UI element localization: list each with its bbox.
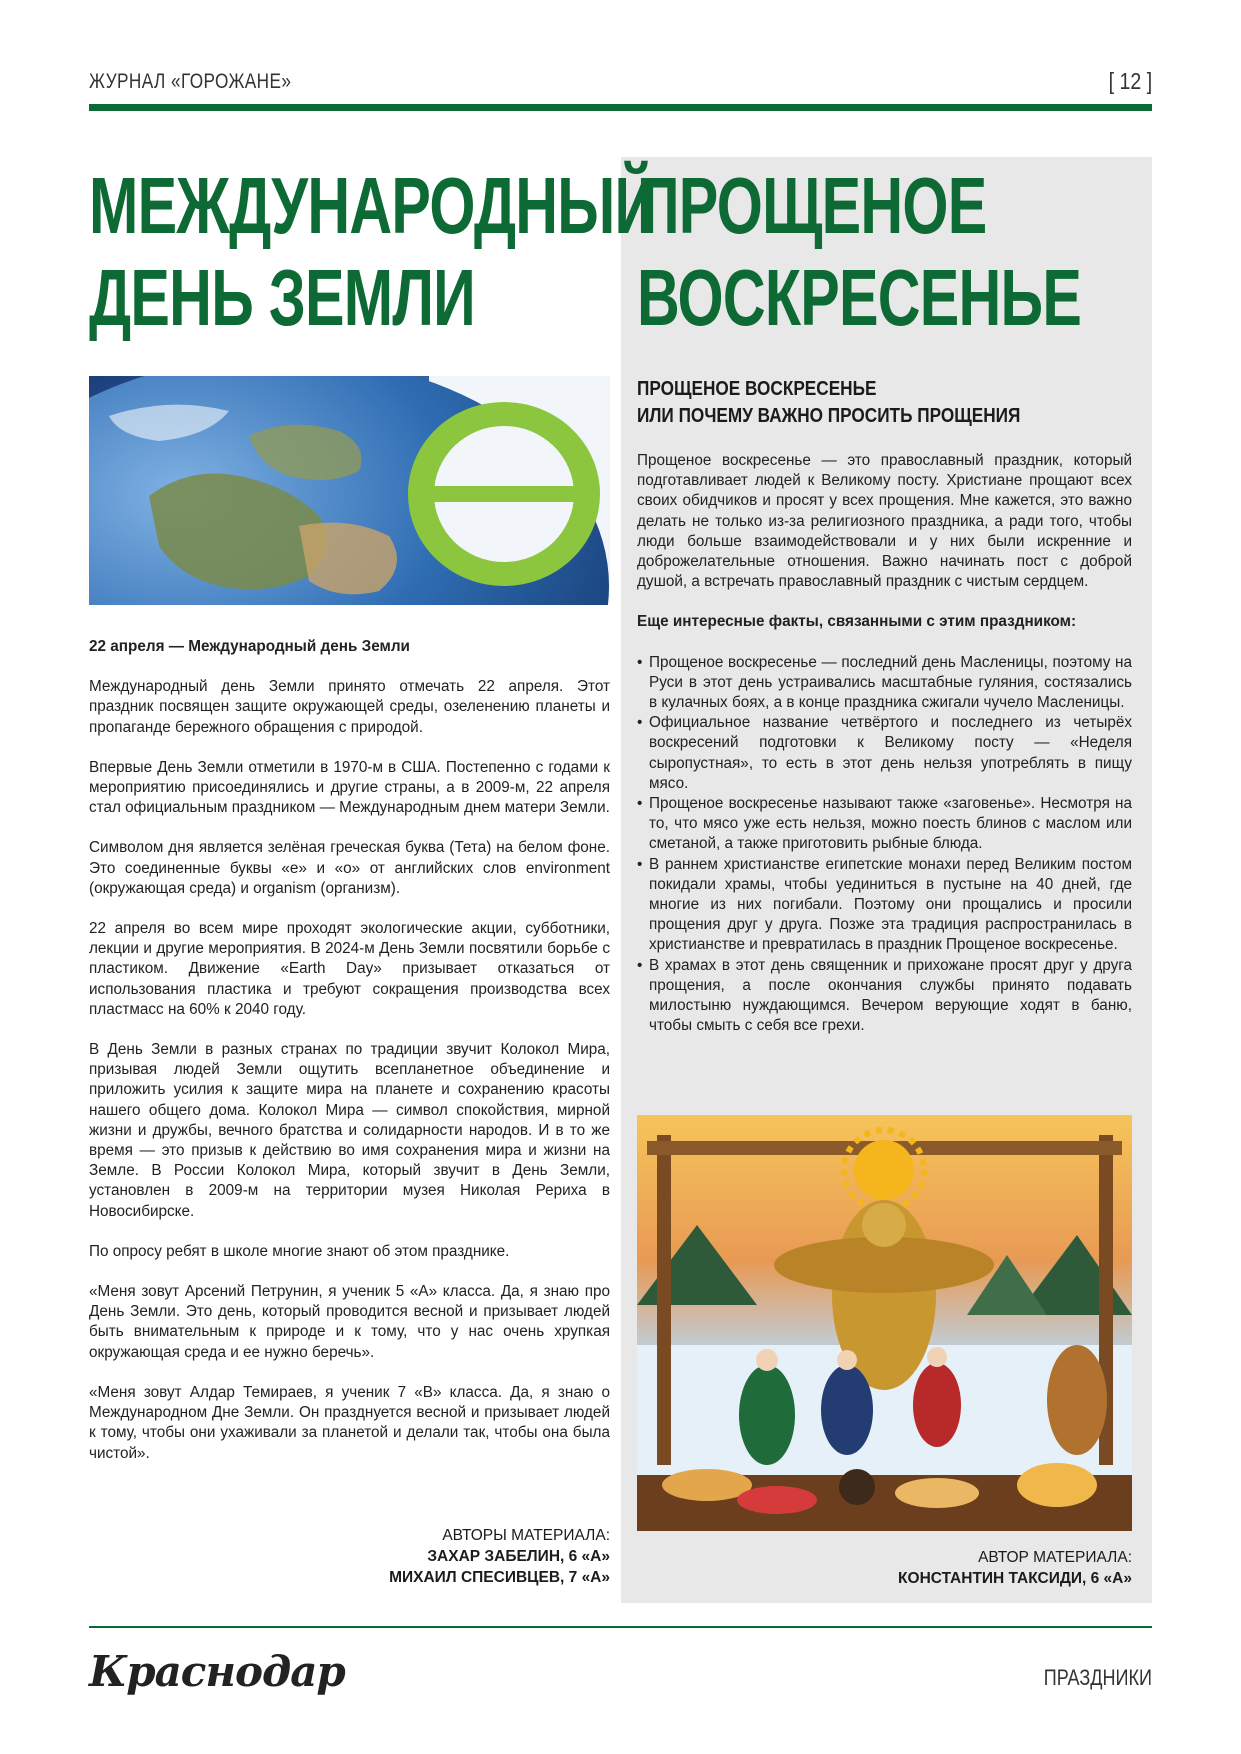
magazine-title: ЖУРНАЛ «ГОРОЖАНЕ» [89, 70, 292, 93]
fact-item: • В храмах в этот день священник и прихожане просят друг у друга прощения, а после окончания службы принято подавать милостыню нуждающимся. Вечером верующие ходят в баню, чтобы смыть с себя все грехи. [637, 956, 1132, 1037]
fact-item: • В раннем христианстве египетские монахи перед Великим постом покидали храмы, чтобы уединиться в пустыне на 40 дней, где многие из них погибали. Поэтому они прощались и просили прощения друг у друга. Позже эта традиция распространилась в христианстве и превратилась в праздник Прощеное воскресенье. [637, 855, 1132, 956]
footer-divider [89, 1626, 1152, 1628]
maslenitsa-illustration [637, 1115, 1132, 1531]
page-number: [ 12 ] [1108, 68, 1152, 94]
fact-item: • Официальное название четвёртого и последнего из четырёх воскресений подготовки к Великому посту — «Неделя сыропустная», то есть в этот день нельзя употреблять в пищу мясо. [637, 713, 1132, 794]
title-line: МЕЖДУНАРОДНЫЙ [89, 161, 657, 250]
facts-heading: Еще интересные факты, связанными с этим праздником: [637, 613, 1077, 631]
right-credits [637, 1547, 1132, 1589]
fact-item: • Прощеное воскресенье называют также «заговенье». Несмотря на то, что мясо уже есть нельзя, можно поесть блинов с маслом или сметаной, а также приготовить рыбные блюда. [637, 794, 1132, 855]
author-name: ЗАХАР ЗАБЕЛИН, 6 «А» [427, 1548, 610, 1565]
paragraph: Символом дня является зелёная греческая буква (Тета) на белом фоне. Это соединенные буквы «е» и «о» от английских слов environment (окружающая среда) и organism (организм). [89, 839, 610, 897]
title-line: ВОСКРЕСЕНЬЕ [637, 253, 1082, 342]
right-article-title [637, 160, 1237, 344]
intro-paragraph: Прощеное воскресенье — это православный праздник, который подготавливает людей к Великому посту. Христиане прощают всех своих обидчиков и просят у всех прощения. Мне кажется, это важно делать не только из-за религиозного праздника, а ради того, чтобы люди больше взаимодействовали и у них были искренние и доброжелательные отношения. Важно начинать пост с доброй душой, а встречать православный праздник с чистым сердцем. [637, 452, 1132, 591]
header-divider [89, 104, 1152, 111]
credit-label: АВТОР МАТЕРИАЛА: [978, 1549, 1132, 1566]
left-credits [89, 1525, 610, 1588]
fact-item: • Прощеное воскресенье — последний день Масленицы, поэтому на Руси в этот день устраивались масштабные гуляния, состязались в кулачных боях, а в конце праздника сжигали чучело Масленицы. [637, 653, 1132, 714]
title-line: ПРОЩЕНОЕ [637, 161, 987, 250]
author-name: КОНСТАНТИН ТАКСИДИ, 6 «А» [898, 1570, 1132, 1587]
subhead-line: ПРОЩЕНОЕ ВОСКРЕСЕНЬЕ [637, 378, 877, 400]
paragraph: Международный день Земли принято отмечать 22 апреля. Этот праздник посвящен защите окружающей среды, озеленению планеты и пропаганде бережного обращения с природой. [89, 678, 610, 736]
lead-paragraph: 22 апреля — Международный день Земли [89, 638, 410, 655]
paragraph: Впервые День Земли отметили в 1970-м в США. Постепенно с годами к мероприятию присоединялись и другие страны, а в 2009-м, 22 апреля стал официальным праздником — Международным днем матери Земли. [89, 758, 610, 817]
right-article-subhead [637, 376, 1083, 430]
paragraph: «Меня зовут Алдар Темираев, я ученик 7 «В» класса. Да, я знаю о Международном Дне Земли. Он празднуется весной и призывает людей к тому, чтобы они ухаживали за планетой и делали так, чтобы она была чистой». [89, 1383, 610, 1462]
left-article-body [89, 637, 610, 1484]
krasnodar-logo: Краснодар [89, 1647, 345, 1696]
earth-day-image [89, 376, 610, 605]
paragraph: По опросу ребят в школе многие знают об этом празднике. [89, 1242, 510, 1260]
title-line: ДЕНЬ ЗЕМЛИ [89, 253, 475, 342]
facts-list [637, 653, 1132, 1037]
author-name: МИХАИЛ СПЕСИВЦЕВ, 7 «А» [389, 1569, 610, 1586]
section-name: ПРАЗДНИКИ [1043, 1665, 1152, 1690]
paragraph: «Меня зовут Арсений Петрунин, я ученик 5 «А» класса. Да, я знаю про День Земли. Это день, который проводится весной и призывает людей быть внимательным к природе и к тому, что у нас очень хрупкая окружающая среда и ее нужно беречь». [89, 1283, 610, 1361]
paragraph: В День Земли в разных странах по традиции звучит Колокол Мира, призывая людей Земли ощутить всепланетное объединение и приложить усилия к защите мира на планете и сохранению красоты нашего общего дома. Колокол Мира — символ спокойствия, мирной жизни и дружбы, вечного братства и солидарности народов. И в то же время — это призыв к действию во имя сохранения мира и жизни на Земле. В России Колокол Мира, который звучит в День Земли, установлен в 2009-м на территории музея Николая Рериха в Новосибирске. [89, 1041, 610, 1220]
paragraph: 22 апреля во всем мире проходят экологические акции, субботники, лекции и другие мероприятия. В 2024-м День Земли посвятили борьбе с пластиком. Движение «Earth Day» призывает отказаться от использования пластика и требуют сокращения производства всех пластмасс на 60% к 2040 году. [89, 920, 610, 1018]
subhead-line: ИЛИ ПОЧЕМУ ВАЖНО ПРОСИТЬ ПРОЩЕНИЯ [637, 405, 1021, 427]
credit-label: АВТОРЫ МАТЕРИАЛА: [442, 1527, 610, 1544]
right-article-body [637, 451, 1132, 1036]
